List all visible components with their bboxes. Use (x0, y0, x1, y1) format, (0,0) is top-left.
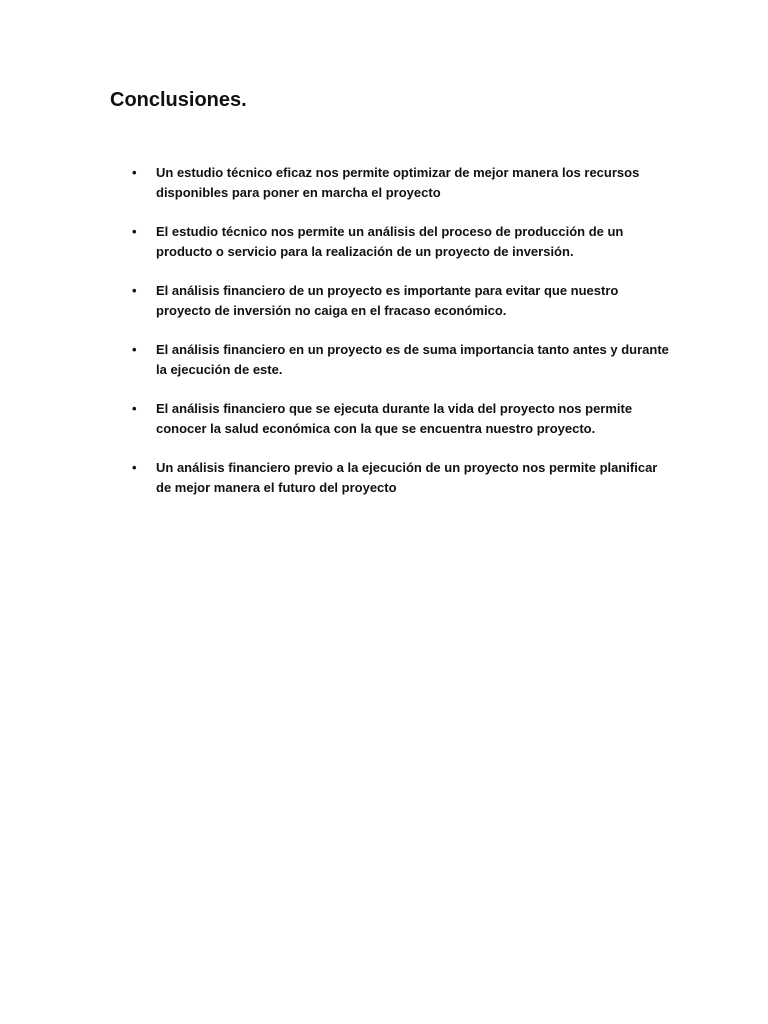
list-item (132, 399, 672, 439)
list-item (132, 458, 672, 498)
list-item-text: El estudio técnico nos permite un análisis del proceso de producción de un producto o servicio para la realización de un proyecto de inversión. (156, 224, 624, 259)
list-item-text: El análisis financiero de un proyecto es importante para evitar que nuestro proyecto de inversión no caiga en el fracaso económico. (156, 283, 619, 318)
page-title: Conclusiones. (110, 89, 247, 111)
list-item-text: El análisis financiero que se ejecuta durante la vida del proyecto nos permite conocer la salud económica con la que se encuentra nuestro proyecto. (156, 401, 633, 436)
bullet-icon: • (132, 401, 137, 416)
bullet-icon: • (132, 460, 137, 475)
list-item (132, 163, 672, 203)
bullet-icon: • (132, 283, 137, 298)
list-item-text: El análisis financiero en un proyecto es de suma importancia tanto antes y durante la ejecución de este. (156, 342, 669, 377)
list-item-text: Un estudio técnico eficaz nos permite optimizar de mejor manera los recursos disponibles para poner en marcha el proyecto (156, 165, 640, 200)
list-item (132, 222, 672, 262)
list-item (132, 281, 672, 321)
bullet-icon: • (132, 342, 137, 357)
list-item (132, 340, 672, 380)
bullet-icon: • (132, 165, 137, 180)
bullet-icon: • (132, 224, 137, 239)
list-item-text: Un análisis financiero previo a la ejecución de un proyecto nos permite planificar de mejor manera el futuro del proyecto (156, 460, 658, 495)
conclusions-list (132, 163, 672, 517)
